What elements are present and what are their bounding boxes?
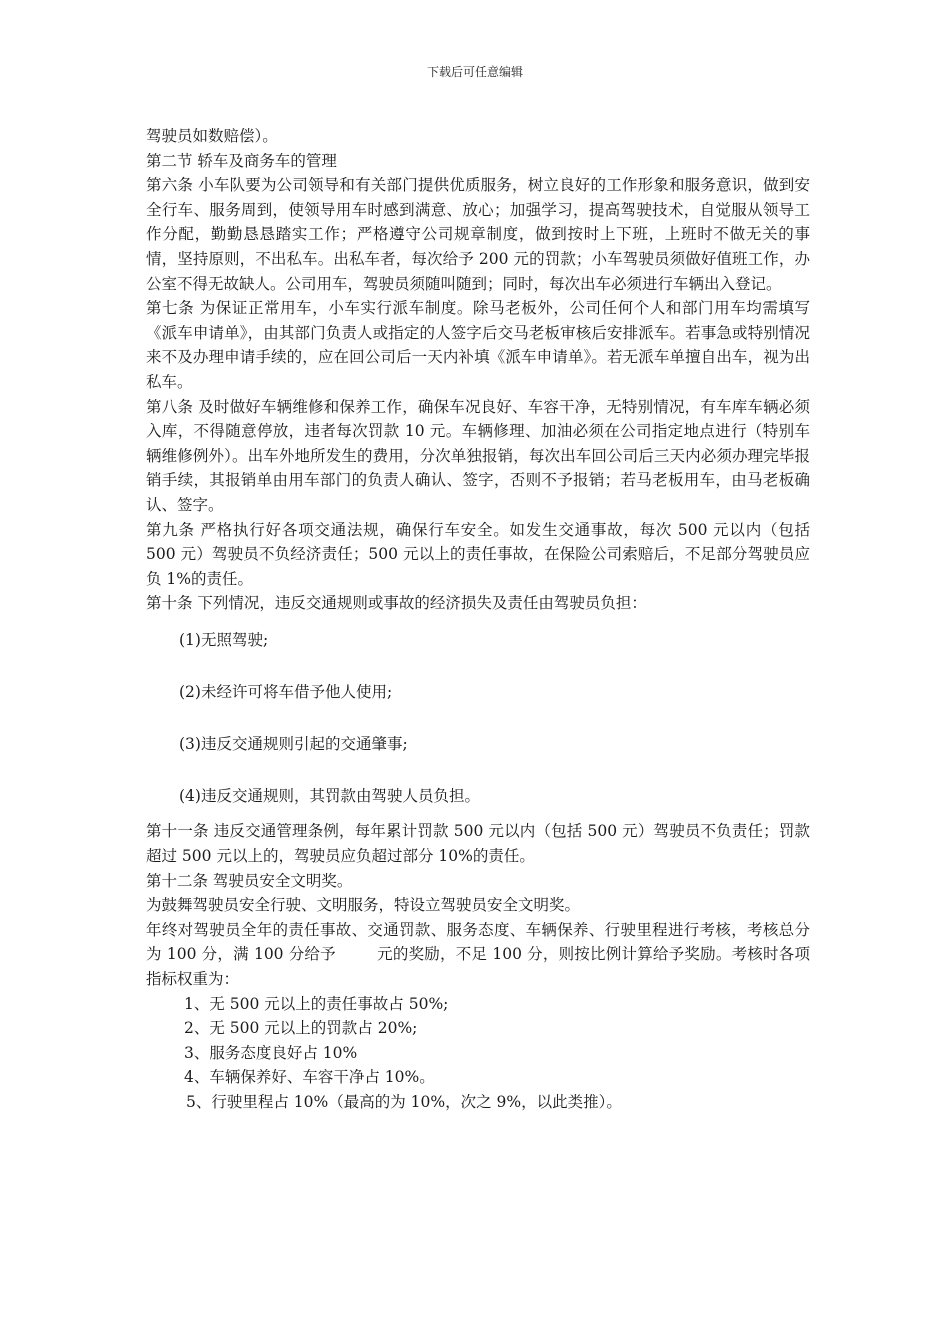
article-11: 第十一条 违反交通管理条例，每年累计罚款 500 元以内（包括 500 元）驾驶员不负责任；罚款超过 500 元以上的，驾驶员应负超过部分 10%的责任。 [146, 822, 810, 866]
list-item: 2、无 500 元以上的罚款占 20%; [184, 1019, 418, 1038]
article-10: 第十条 下列情况，违反交通规则或事故的经济损失及责任由驾驶员负担： [146, 594, 647, 613]
article-8: 第八条 及时做好车辆维修和保养工作，确保车况良好、车容干净，无特别情况，有车库车辆必须入库，不得随意停放，违者每次罚款 10 元。车辆修理、加油必须在公司指定地点进行（特别车辆维修例外）。出车外地所发生的费用，分次单独报销，每次出车回公司后三天内必须办理完毕报销手续，其报销单由用车部门的负责人确认、签字，否则不予报销；若马老板用车，由马老板确认、签字。 [146, 397, 810, 514]
article-12-description: 年终对驾驶员全年的责任事故、交通罚款、服务态度、车辆保养、行驶里程进行考核，考核总分为 100 分，满 100 分给予 元的奖励，不足 100 分，则按比例计算给予奖励。考核时各项指标权重为： [146, 920, 810, 988]
list-item: (2)未经许可将车借予他人使用; [179, 682, 393, 701]
continuation-paragraph: 驾驶员如数赔偿）。 [146, 127, 278, 145]
article-9: 第九条 严格执行好各项交通法规，确保行车安全。如发生交通事故，每次 500 元以内（包括 500 元）驾驶员不负经济责任；500 元以上的责任事故，在保险公司索赔后，不足部分驾驶员应负 1%的责任。 [146, 520, 810, 588]
document-body [146, 124, 810, 1115]
weights-list [146, 992, 810, 1115]
list-item: (4)违反交通规则，其罚款由驾驶人员负担。 [179, 786, 480, 805]
article-12-intro: 为鼓舞驾驶员安全行驶、文明服务，特设立驾驶员安全文明奖。 [146, 896, 581, 915]
article-12: 第十二条 驾驶员安全文明奖。 [146, 871, 353, 890]
list-item: (1)无照驾驶; [179, 630, 269, 649]
list-item: 5、行驶里程占 10%（最高的为 10%，次之 9%，以此类推）。 [186, 1092, 622, 1111]
list-item: 1、无 500 元以上的责任事故占 50%; [184, 994, 449, 1013]
page-header: 下载后可任意编辑 [426, 65, 523, 79]
article-7: 第七条 为保证正常用车，小车实行派车制度。除马老板外，公司任何个人和部门用车均需填写《派车申请单》，由其部门负责人或指定的人签字后交马老板审核后安排派车。若事急或特别情况来不及办理申请手续的，应在回公司后一天内补填《派车申请单》。若无派车单擅自出车，视为出私车。 [146, 299, 810, 391]
article-6: 第六条 小车队要为公司领导和有关部门提供优质服务，树立良好的工作形象和服务意识，做到安全行车、服务周到，使领导用车时感到满意、放心；加强学习，提高驾驶技术，自觉服从领导工作分配，勤勤恳恳踏实工作；严格遵守公司规章制度，做到按时上下班，上班时不做无关的事情，坚持原则，不出私车。出私车者，每次给予 200 元的罚款；小车驾驶员须做好值班工作，办公室不得无故缺人。公司用车，驾驶员须随叫随到；同时，每次出车必须进行车辆出入登记。 [146, 176, 810, 293]
list-item: 4、车辆保养好、车容干净占 10%。 [184, 1068, 435, 1087]
list-item: 3、服务态度良好占 10% [184, 1043, 358, 1062]
section-title: 第二节 轿车及商务车的管理 [146, 151, 337, 170]
list-item: (3)违反交通规则引起的交通肇事; [179, 734, 408, 753]
article-10-list [146, 628, 810, 809]
